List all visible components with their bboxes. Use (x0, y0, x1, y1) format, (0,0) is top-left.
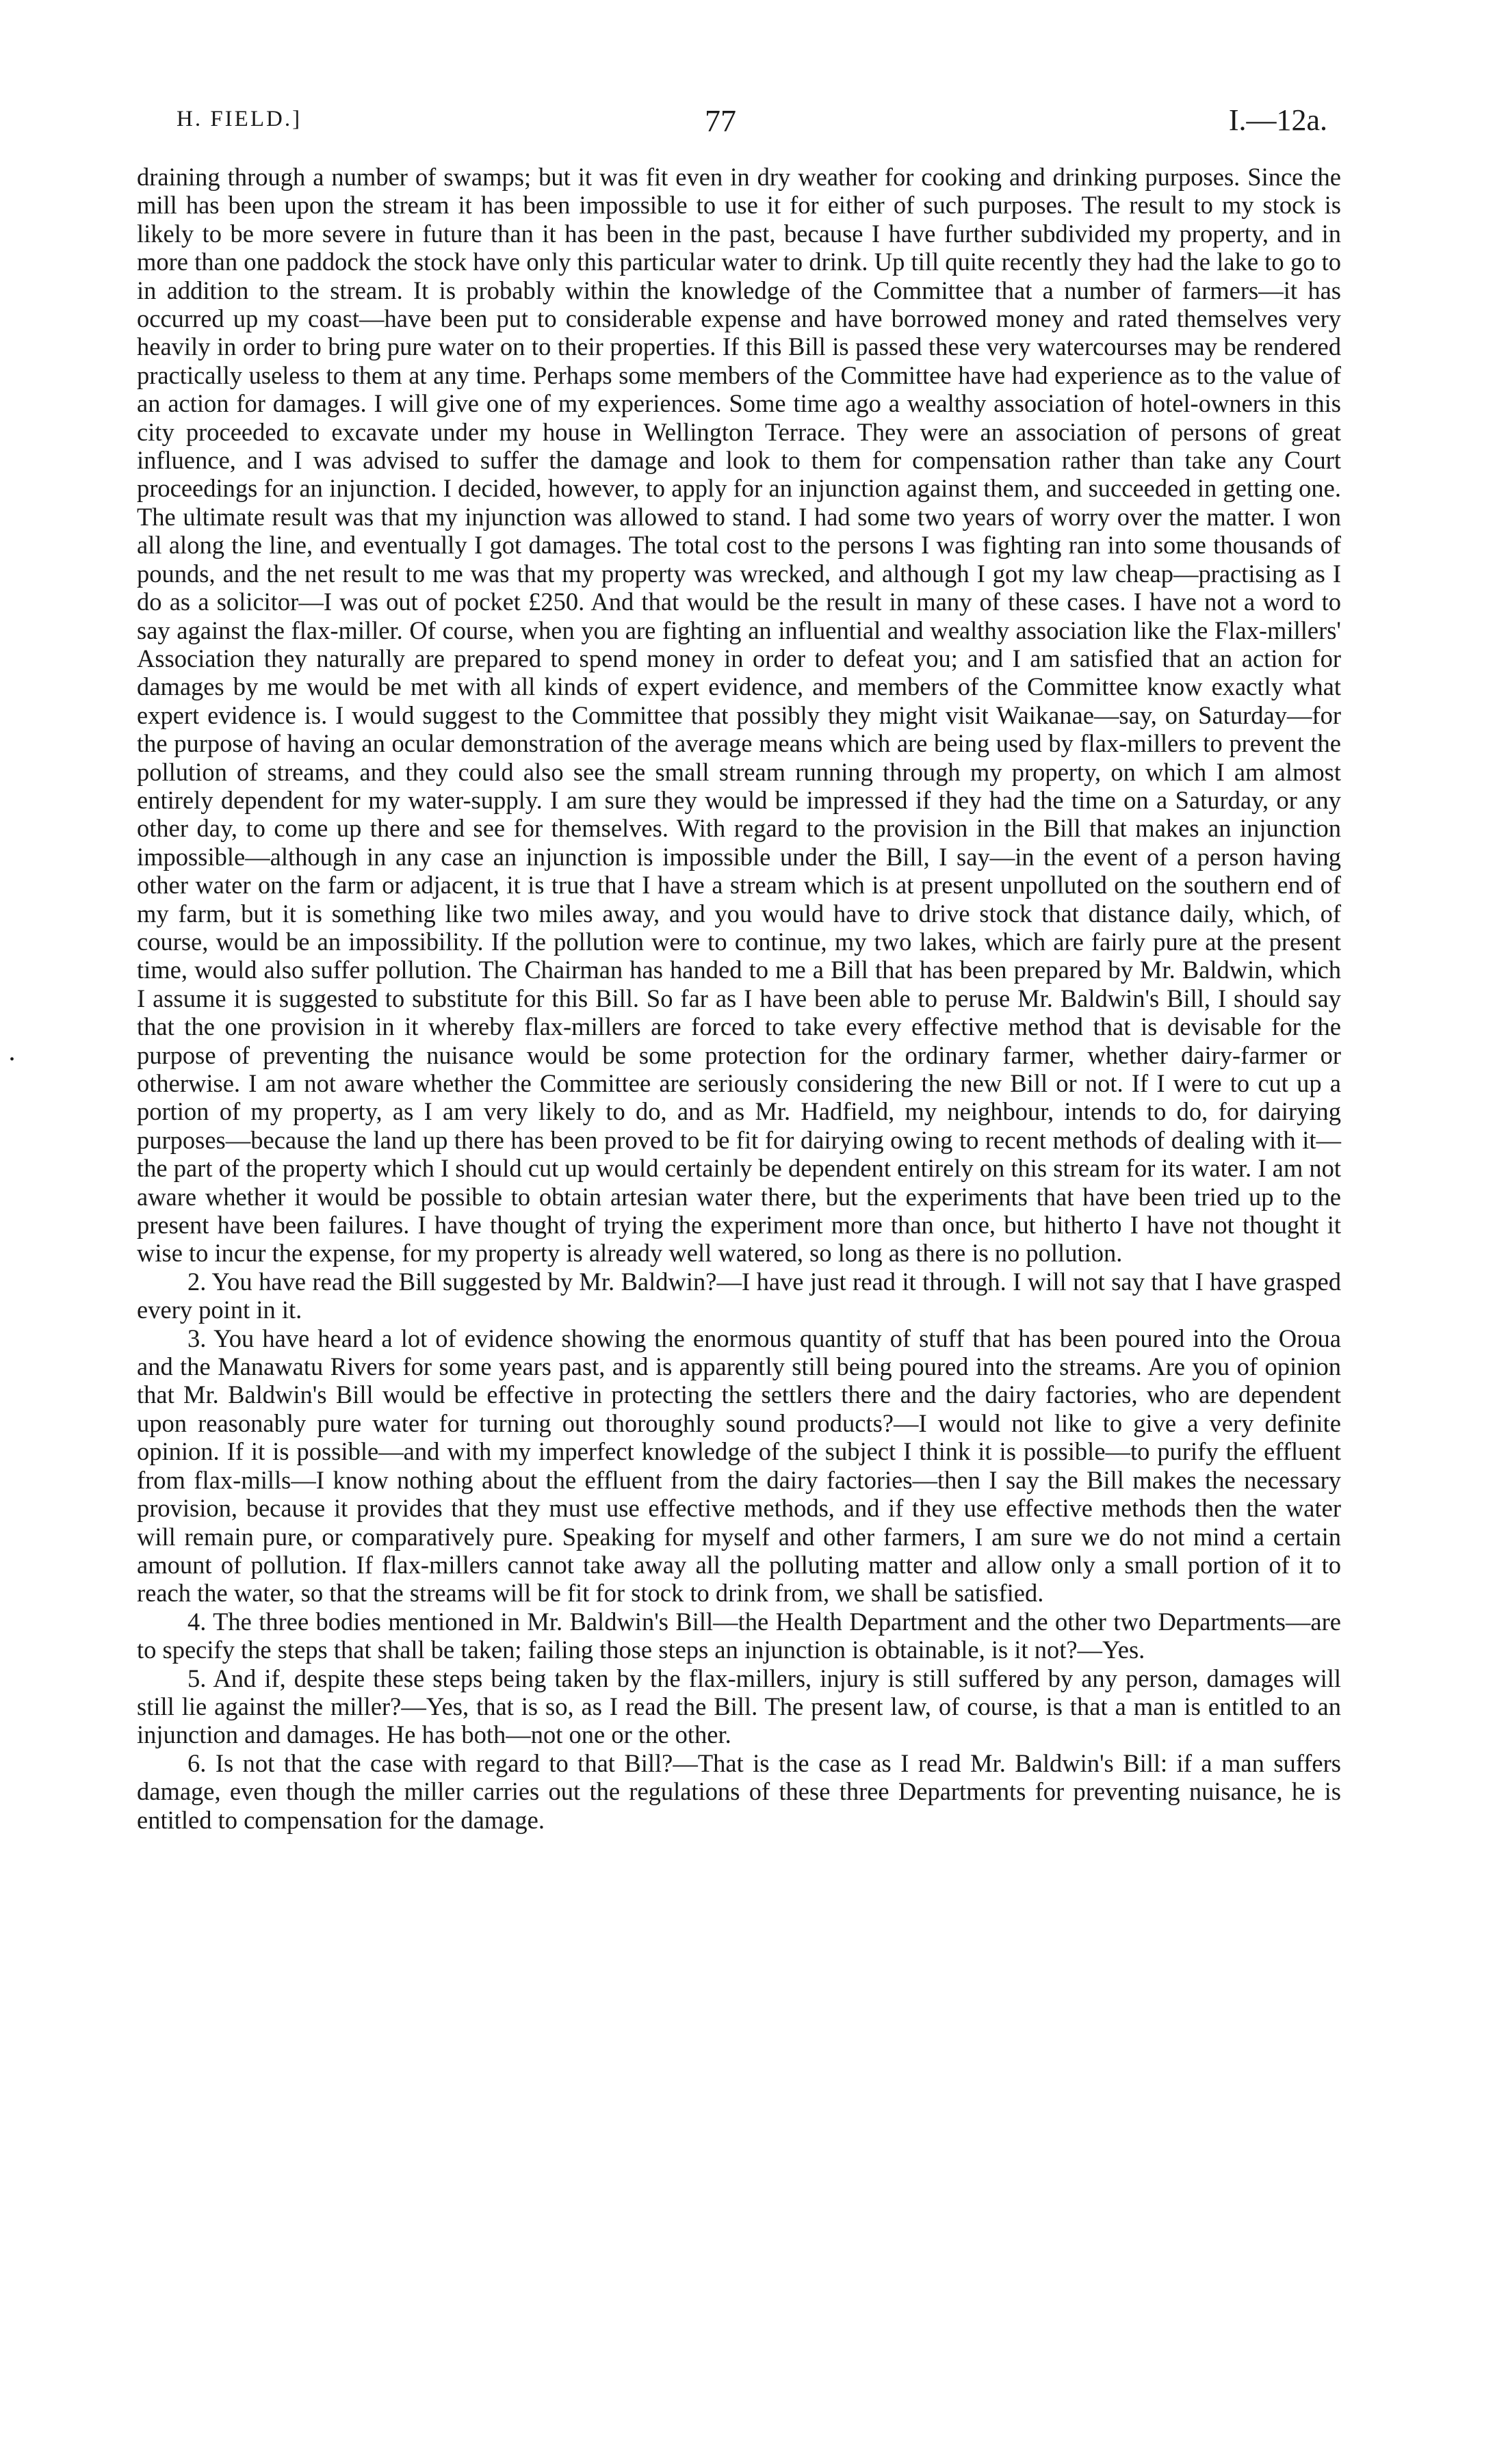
margin-dot: • (10, 1052, 15, 1067)
question-4: 4. The three bodies mentioned in Mr. Baldwin's Bill—the Health Department and the other two Departments—are to specify the steps that shall be taken; failing those steps an injunction is obtainable, is it not?—Yes. (137, 1607, 1341, 1664)
question-6: 6. Is not that the case with regard to that Bill?—That is the case as I read Mr. Baldwin's Bill: if a man suffers damage, even though the miller carries out the regulations of these three Departments for preventing nuisance, he is entitled to compensation for the damage. (137, 1748, 1341, 1834)
document-reference: I.—12a. (1228, 103, 1327, 137)
question-5: 5. And if, despite these steps being taken by the flax-millers, injury is still suffered by any person, damages will still lie against the miller?—Yes, that is so, as I read the Bill. The present law, of course, is that a man is entitled to an injunction and damages. He has both—not one or the other. (137, 1664, 1341, 1749)
evidence-body (137, 163, 1341, 1834)
question-3: 3. You have heard a lot of evidence showing the enormous quantity of stuff that has been poured into the Oroua and the Manawatu Rivers for some years past, and is apparently still being poured into the streams. Are you of opinion that Mr. Baldwin's Bill would be effective in protecting the settlers there and the dairy factories, who are dependent upon reasonably pure water for turning out thoroughly sound products?—I would not like to give a very definite opinion. If it is possible—and with my imperfect knowledge of the subject I think it is possible—to purify the effluent from flax-mills—I know nothing about the effluent from the dairy factories—then I say the Bill makes the necessary provision, because it provides that they must use effective methods, and if they use effective methods then the water will remain pure, or comparatively pure. Speaking for myself and other farmers, I am sure we do not mind a certain amount of pollution. If flax-millers cannot take away all the polluting matter and allow only a small portion of it to reach the water, so that the streams will be fit for stock to drink from, we shall be satisfied. (137, 1324, 1341, 1608)
page-number: 77 (705, 103, 736, 138)
witness-name: H. FIELD.] (177, 107, 302, 131)
paragraph-continuation: draining through a number of swamps; but it was fit even in dry weather for cooking and drinking purposes. Since the mill has been upon the stream it has been impossible to use it for either of such purposes. The result to my stock is likely to be more severe in future than it has been in the past, because I have further subdivided my property, and in more than one paddock the stock have only this particular water to drink. Up till quite recently they had the lake to go to in addition to the stream. It is probably within the knowledge of the Committee that a number of farmers—it has occurred up my coast—have been put to considerable expense and have borrowed money and rated themselves very heavily in order to bring pure water on to their properties. If this Bill is passed these very watercourses may be rendered practically useless to them at any time. Perhaps some members of the Committee have had experience as to the value of an action for damages. I will give one of my experiences. Some time ago a wealthy association of hotel-owners in this city proceeded to excavate under my house in Wellington Terrace. They were an association of persons of great influence, and I was advised to suffer the damage and look to them for compensation rather than take any Court proceedings for an injunction. I decided, however, to apply for an injunction against them, and succeeded in getting one. The ultimate result was that my injunction was allowed to stand. I had some two years of worry over the matter. I won all along the line, and eventually I got damages. The total cost to the persons I was fighting ran into some thousands of pounds, and the net result to me was that my property was wrecked, and although I got my law cheap—practising as I do as a solicitor—I was out of pocket £250. And that would be the result in many of these cases. I have not a word to say against the flax-miller. Of course, when you are fighting an influential and wealthy association like the Flax-millers' Association they naturally are prepared to spend money in order to defeat you; and I am satisfied that an action for damages by me would be met with all kinds of expert evidence, and members of the Committee know exactly what expert evidence is. I would suggest to the Committee that possibly they might visit Waikanae—say, on Saturday—for the purpose of having an ocular demonstration of the average means which are being used by flax-millers to prevent the pollution of streams, and they could also see the small stream running through my property, on which I am almost entirely dependent for my water-supply. I am sure they would be impressed if they had the time on a Saturday, or any other day, to come up there and see for themselves. With regard to the provision in the Bill that makes an injunction impossible—although in any case an injunction is impossible under the Bill, I say—in the event of a person having other water on the farm or adjacent, it is true that I have a stream which is at present unpolluted on the southern end of my farm, but it is something like two miles away, and you would have to drive stock that distance daily, which, of course, would be an impossibility. If the pollution were to continue, my two lakes, which are fairly pure at the present time, would also suffer pollution. The Chairman has handed to me a Bill that has been prepared by Mr. Baldwin, which I assume it is suggested to substitute for this Bill. So far as I have been able to peruse Mr. Baldwin's Bill, I should say that the one provision in it whereby flax-millers are forced to take every effective method that is devisable for the purpose of preventing the nuisance would be some protection for the ordinary farmer, whether dairy-farmer or otherwise. I am not aware whether the Committee are seriously considering the new Bill or not. If I were to cut up a portion of my property, as I am very likely to do, and as Mr. Hadfield, my neighbour, intends to do, for dairying purposes—because the land up there has been proved to be fit for dairying owing to recent methods of dealing with it—the part of the property which I should cut up would certainly be dependent entirely on this stream for its water. I am not aware whether it would be possible to obtain artesian water there, but the experiments that have been tried up to the present have been failures. I have thought of trying the experiment more than once, but hitherto I have not thought it wise to incur the expense, for my property is already well watered, so long as there is no pollution. (137, 163, 1341, 1268)
page-header (0, 103, 1495, 144)
question-2: 2. You have read the Bill suggested by Mr. Baldwin?—I have just read it through. I will not say that I have grasped every point in it. (137, 1267, 1341, 1324)
